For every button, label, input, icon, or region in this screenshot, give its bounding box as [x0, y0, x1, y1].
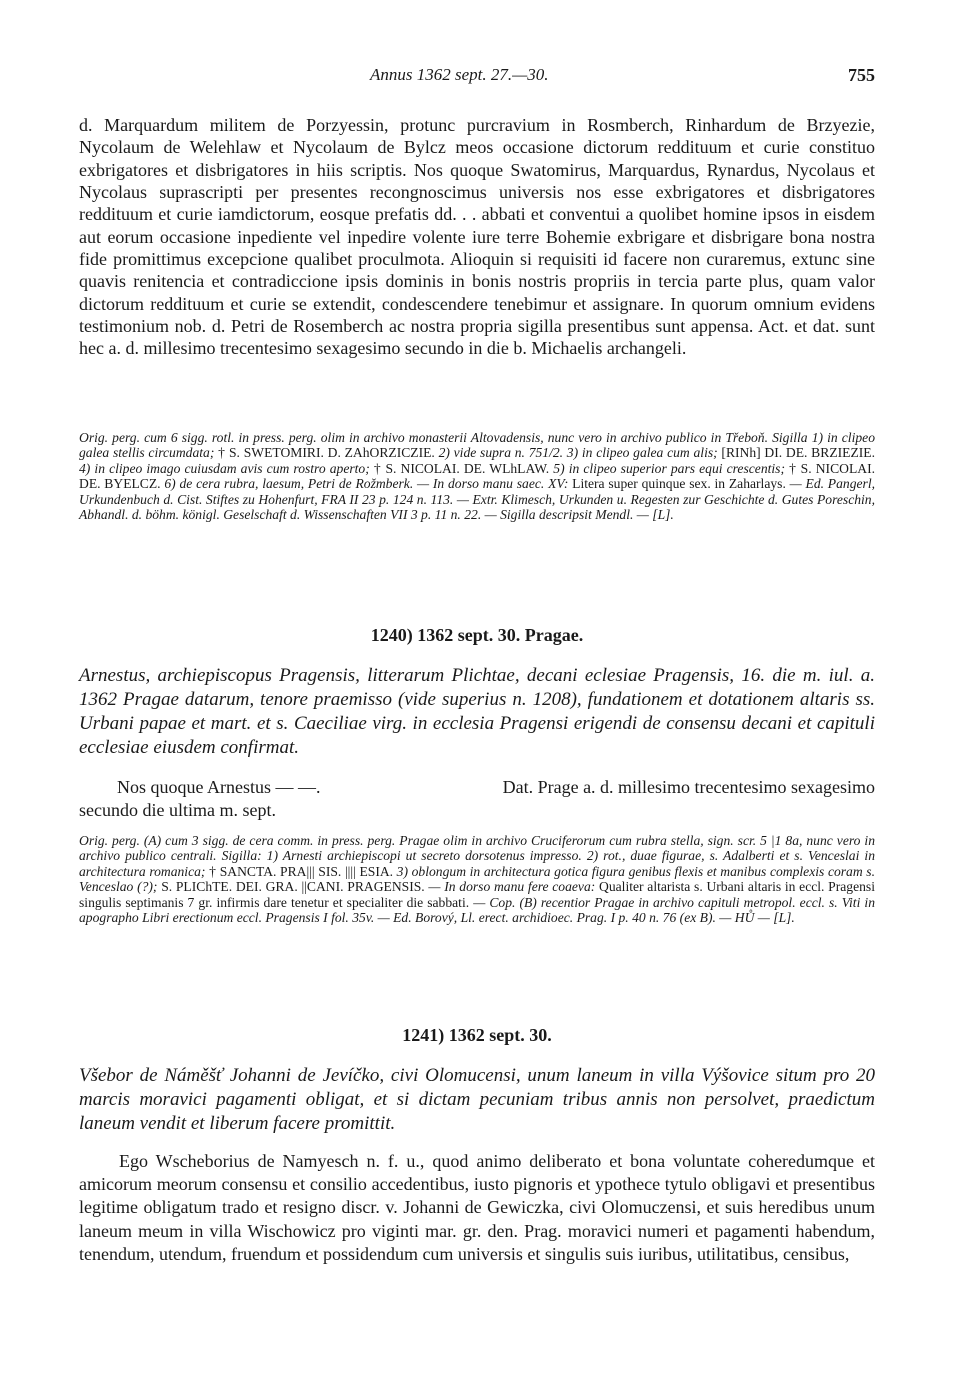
seal-legend: † S. SWETOMIRI. D. ZAhORZICZIE. [218, 445, 435, 461]
doc-1240-regest: Arnestus, archiepiscopus Pragensis, litterarum Plichtae, decani eclesiae Pragensis, 16. die m. iul. a. 1362 Pragae datarum, tenore praemisso (vide superius n. 1208), fundationem et dotationem altaris ss. Urbani papae et mart. et s. Caeciliae virg. in ecclesia Pragensi erigendi de consensu decani et capituli ecclesiae eiusdem confirmat. [79, 665, 875, 758]
note-part: 3) oblongum in architectura gotica figura genibus flexis et manibus complexis coram s. Venceslao (?); [79, 863, 875, 895]
note-part: — Cop. (B) recentior Pragae in archivo capituli metropol. eccl. s. Viti in apographo Libri erectionum eccl. Pragensis I fol. 35v. — Ed. Borový, Ll. erect. archidioec. Prag. I p. 40 n. 76 (ex B). — HŮ — [L]. [79, 894, 875, 926]
doc-1241-heading: 1241) 1362 sept. 30. [402, 1025, 552, 1045]
seal-legend: † SANCTA. PRA||| SIS. |||| ESIA. [209, 863, 394, 879]
excerpt-incipit: Nos quoque Arnestus — —. [117, 777, 321, 797]
seal-legend: S. PLIChTE. DEI. GRA. ||CANI. PRAGENSIS. [161, 879, 425, 895]
note-part: 6) de cera rubra, laesum, Petri de Rožmberk. — In dorso manu saec. XV: [160, 476, 573, 492]
doc-1239-apparatus [79, 430, 875, 522]
note-part: Orig. perg. (A) cum 3 sigg. de cera comm. in press. perg. Pragae olim in archivo Cruciferorum cum rubra stella, sign. scr. 5 |1 8a, nunc vero in archivo publico centrali. Sigilla: 1) Arnesti archiepiscopi ut secreto dorsotenus impresso. 2) rot., duae figurae, s. Adalberti et s. Venceslai in architectura romanica; [79, 833, 875, 879]
doc-1240-heading: 1240) 1362 sept. 30. Pragae. [370, 625, 584, 645]
note-part: Orig. perg. cum 6 sigg. rotl. in press. perg. olim in archivo monasterii Altovadensis, nunc vero in archivo publico in Třeboň. Sigilla 1) in clipeo galea stellis circumdata; [79, 430, 875, 461]
excerpt-datum-cont: secundo die ultima m. sept. [79, 800, 276, 820]
doc-1239-text: d. Marquardum militem de Porzyessin, protunc purcravium in Rosmberch, Rinhardum de Brzyezie, Nycolaum de Welehlaw et Nycolaum de Bylcz meos occasione dictorum reddituum et curie constituo exbrigatores et disbrigatores in hiis scriptis. Nos quoque Swatomirus, Marquardus, Rynardus, Nycolaus et Nycolaus suprascripti per presentes recongnoscimus universis nos esse exbrigatores et disbrigatores reddituum et curie iamdictorum, eosque prefatis dd. . . abbati et conventui a quolibet homine ipsos in eisdem aut eorum occasione inpediente vel inpedire volente iure terre Bohemie exbrigare et disbrigare bona nostra fide promittimus excepcione qualibet proculmota. Alioquin si requisiti id facere non curaremus, extunc sine quavis renitencia et contradiccione ipsis dominis in bonis nostris propriis in tercia parte plus, quam valor dictorum reddituum et curie se extendit, condescendere tenebimur et assignare. In quorum omnium evidens testimonium nob. d. Petri de Rosemberch ac nostra propria sigilla presentibus sunt appensa. Act. et dat. sunt hec a. d. millesimo trecentesimo sexagesimo secundo in die b. Michaelis archangeli. [79, 115, 875, 359]
note-part: — Ed. Pangerl, Urkundenbuch d. Cist. Stiftes zu Hohenfurt, FRA II 23 p. 124 n. 113. — Extr. Klimesch, Urkunden u. Regesten zur Geschichte d. Gutes Poreschin, Abhandl. d. böhm. königl. Geselschaft d. Wissenschaften VII 3 p. 11 n. 22. — Sigilla descripsit Mendl. — [L]. [79, 476, 875, 523]
dorsal-note: Qualiter altarista s. Urbani altaris in eccl. Pragensi singulis septimanis 7 gr. infirmis dare tenetur et specialiter die sabbati. [79, 879, 875, 910]
seal-legend: [RINh] DI. DE. BRZIEZIE. [721, 445, 875, 461]
excerpt-datum: Dat. Prage a. d. millesimo trecentesimo sexagesimo [502, 777, 875, 797]
seal-legend: † S. NICOLAI. DE. WLhLAW. [373, 460, 550, 476]
page-number: 755 [848, 65, 875, 85]
note-part: 2) vide supra n. 751/2. 3) in clipeo galea cum alis; [434, 445, 722, 461]
note-part: 4) in clipeo imago cuiusdam avis cum rostro aperto; [79, 460, 374, 476]
seal-legend: † S. NICOLAI. DE. BYELCZ. [79, 460, 876, 492]
note-part: 5) in clipeo superior pars equi crescentis; [549, 460, 790, 476]
doc-1240-excerpt [79, 776, 875, 822]
doc-1241-regest: Všebor de Náměšť Johanni de Jevíčko, civi Olomucensi, unum laneum in villa Výšovice situm pro 20 marcis moravici pagamenti obligat, et si dictam pecuniam tribus annis non persolvet, praedictum laneum vendit et liberum facere promittit. [79, 1065, 875, 1134]
running-header [370, 64, 875, 86]
note-part: — In dorso manu fere coaeva: [424, 879, 600, 895]
dorsal-note: Litera super quinque sex. in Zaharlays. [572, 476, 786, 492]
running-title: Annus 1362 sept. 27.—30. [370, 65, 549, 84]
doc-1241-text: Ego Wscheborius de Namyesch n. f. u., quod animo deliberato et bona voluntate coheredumque et amicorum meorum consensu et consilio accedentibus, iusto pignoris et ypothece tytulo obligavi et presentibus legitime obligatum trado et resigno discr. v. Johanni de Gewiczka, civi Olomuczensi, et suis heredibus unum laneum meum in villa Wischowicz pro viginti mar. gr. den. Prag. moravici numeri et pagamenti habendum, tenendum, utendum, fruendum et possidendum cum universis et singulis suis iuribus, utilitatibus, censibus, [79, 1151, 875, 1264]
doc-1240-apparatus [79, 833, 875, 925]
